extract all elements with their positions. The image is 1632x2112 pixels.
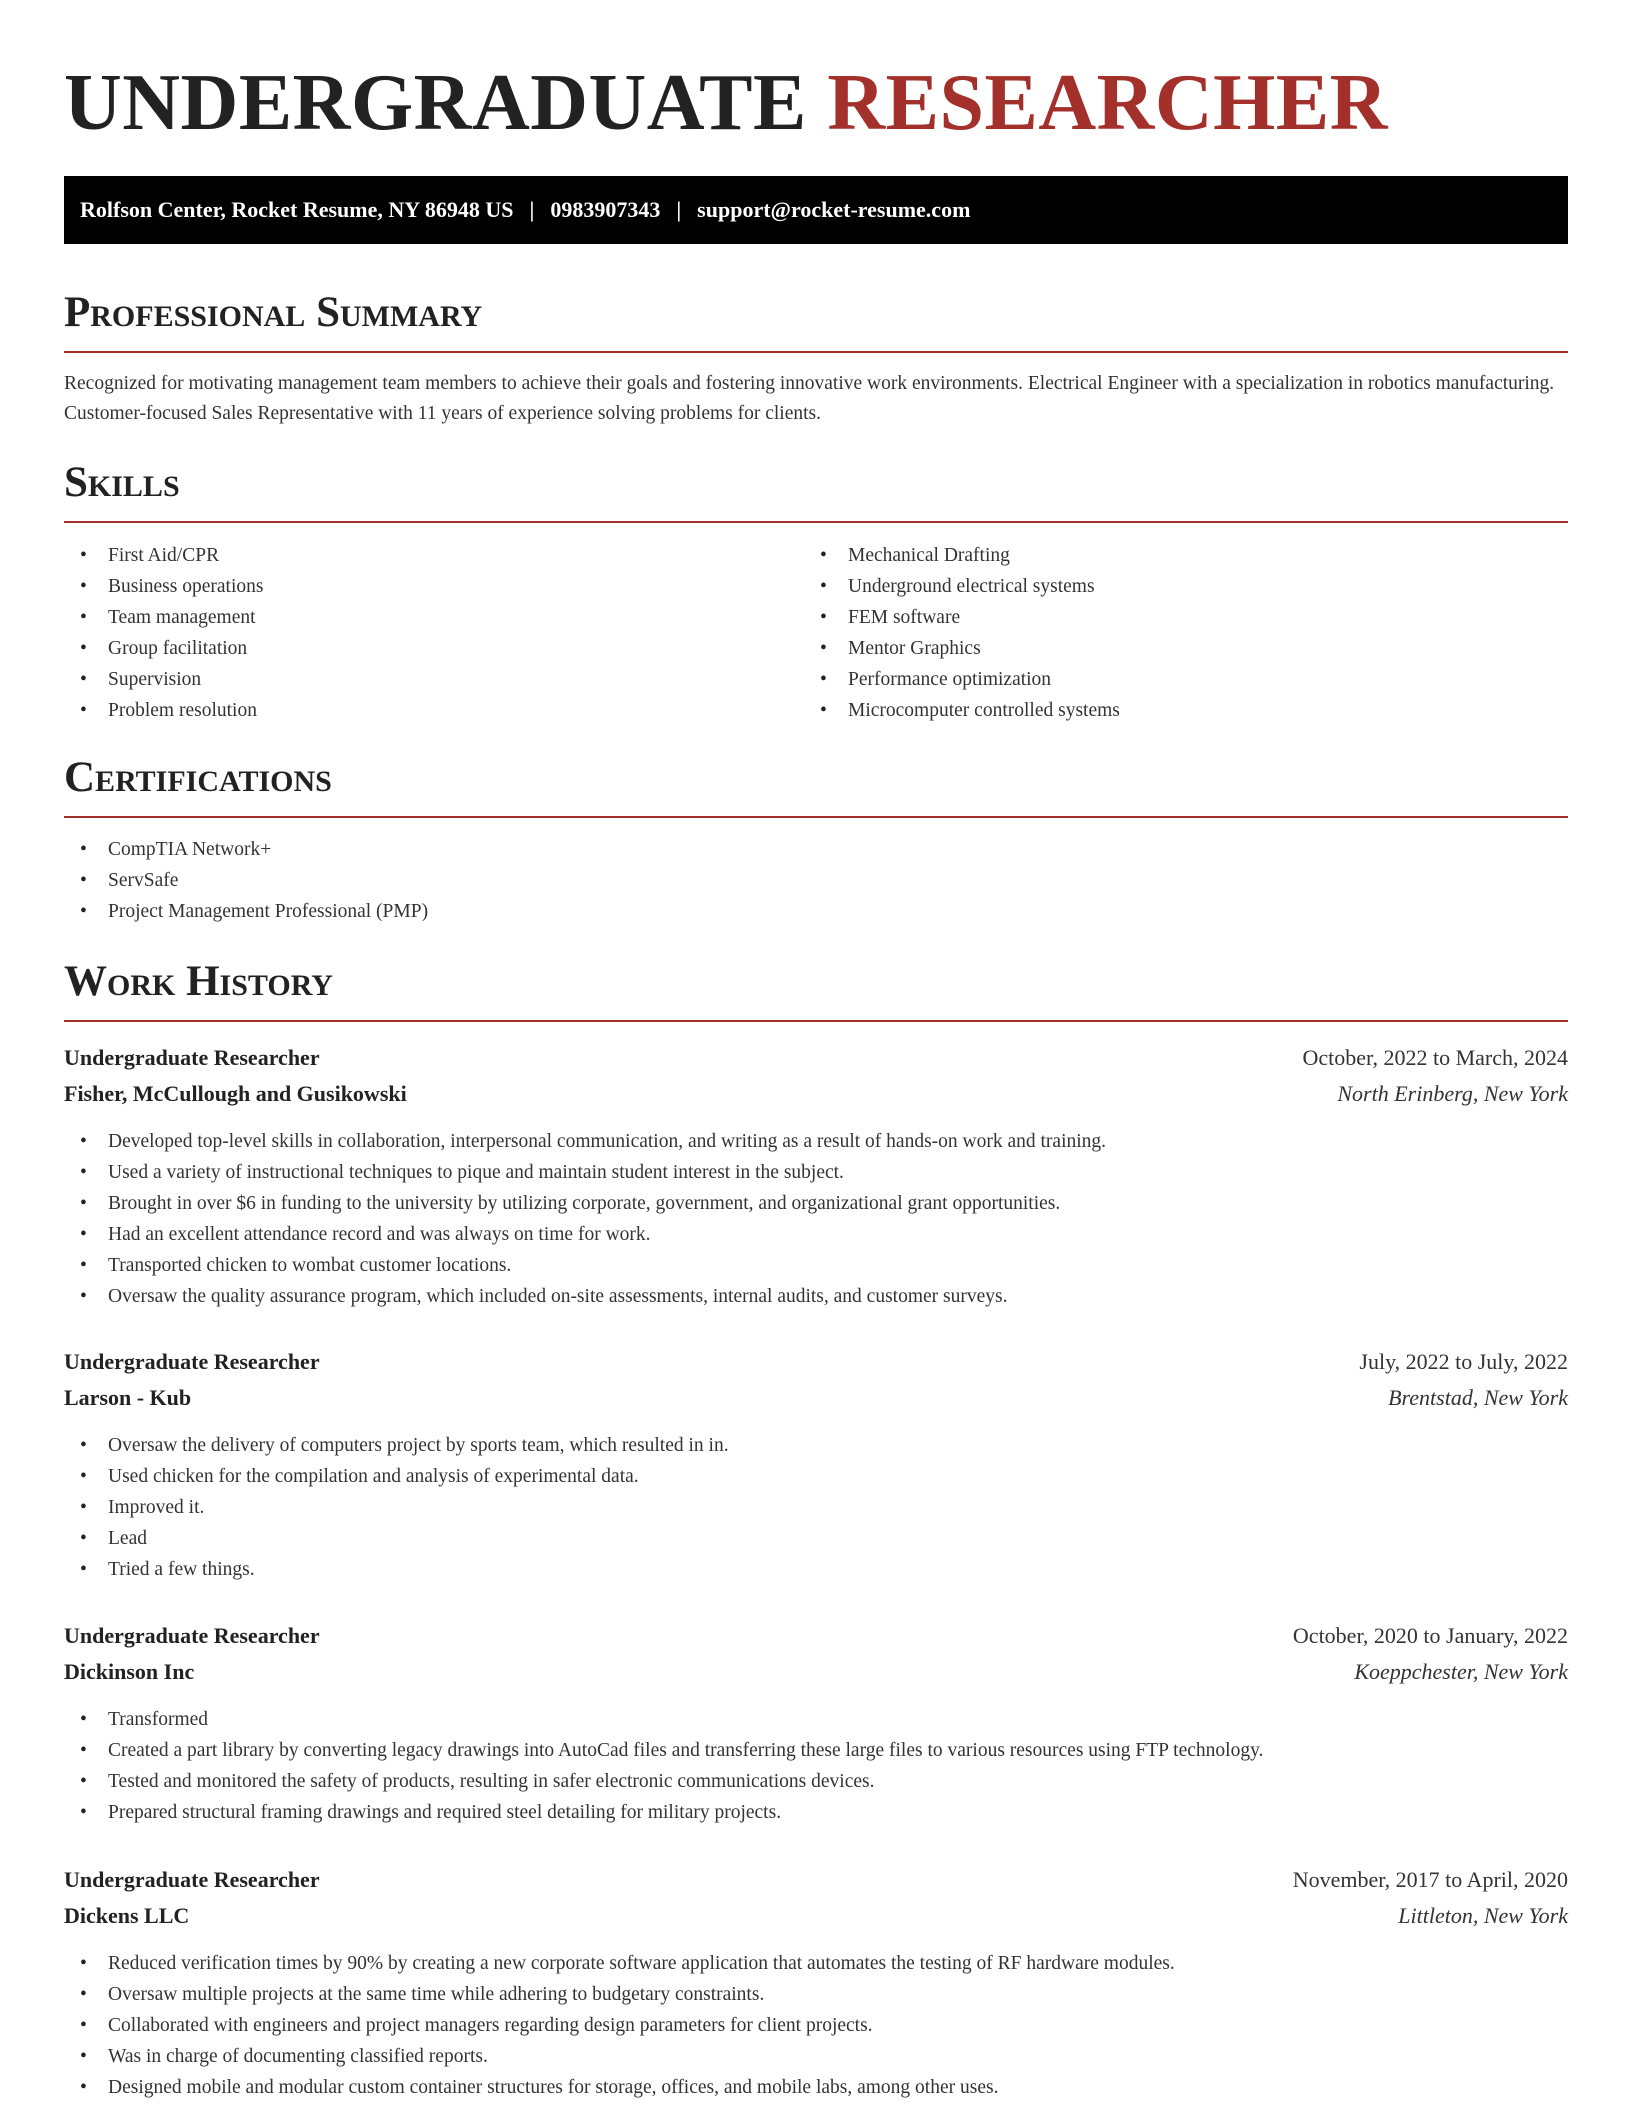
- job-title: Undergraduate Researcher: [64, 1045, 320, 1070]
- certifications-divider: [64, 816, 1568, 818]
- job-bullet: • Was in charge of documenting classified reports.: [64, 2041, 1568, 2072]
- skills-list-left: [64, 540, 764, 726]
- resume-name: [64, 58, 1388, 148]
- skill-item: • Microcomputer controlled systems: [804, 695, 1564, 726]
- job-subheader-row: [64, 1898, 1568, 1934]
- skills-heading: Skills: [64, 459, 180, 506]
- job-company: Fisher, McCullough and Gusikowski: [64, 1081, 407, 1106]
- job-company: Dickinson Inc: [64, 1659, 195, 1684]
- job-location: Koeppchester, New York: [1354, 1659, 1568, 1684]
- certification-item: • CompTIA Network+: [64, 834, 1568, 865]
- skill-item: • Mechanical Drafting: [804, 540, 1564, 571]
- job-bullet: • Transformed: [64, 1704, 1568, 1735]
- job-bullet: • Used chicken for the compilation and analysis of experimental data.: [64, 1461, 1568, 1492]
- skill-item: • Business operations: [64, 571, 764, 602]
- job-company: Dickens LLC: [64, 1903, 190, 1928]
- job-location: North Erinberg, New York: [1337, 1081, 1568, 1106]
- job-bullets: [64, 1430, 1568, 1585]
- job-bullet: • Oversaw the quality assurance program, which included on-site assessments, internal audits, and customer surveys.: [64, 1281, 1568, 1312]
- job-dates: November, 2017 to April, 2020: [1292, 1867, 1568, 1892]
- job-bullet: • Collaborated with engineers and project managers regarding design parameters for client projects.: [64, 2010, 1568, 2041]
- skill-item: • Group facilitation: [64, 633, 764, 664]
- job-bullet: • Brought in over $6 in funding to the university by utilizing corporate, government, and organizational grant opportunities.: [64, 1188, 1568, 1219]
- certifications-heading: Certifications: [64, 754, 332, 801]
- job-bullet: • Used a variety of instructional techniques to pique and maintain student interest in the subject.: [64, 1157, 1568, 1188]
- job-bullet: • Developed top-level skills in collaboration, interpersonal communication, and writing as a result of hands-on work and training.: [64, 1126, 1568, 1157]
- job-header-row: [64, 1862, 1568, 1898]
- job-bullet: • Designed mobile and modular custom container structures for storage, offices, and mobile labs, among other uses.: [64, 2072, 1568, 2103]
- skills-list-right: [804, 540, 1564, 726]
- job-dates: July, 2022 to July, 2022: [1359, 1349, 1568, 1374]
- job-header-row: [64, 1040, 1568, 1076]
- skill-item: • Performance optimization: [804, 664, 1564, 695]
- job-bullet: • Tested and monitored the safety of products, resulting in safer electronic communications devices.: [64, 1766, 1568, 1797]
- job-dates: October, 2020 to January, 2022: [1292, 1623, 1568, 1648]
- job-company: Larson - Kub: [64, 1385, 192, 1410]
- skills-divider: [64, 521, 1568, 523]
- contact-separator: |: [529, 197, 535, 222]
- job-bullet: • Transported chicken to wombat customer locations.: [64, 1250, 1568, 1281]
- skill-item: • Supervision: [64, 664, 764, 695]
- contact-address: Rolfson Center, Rocket Resume, NY 86948 US: [80, 197, 514, 222]
- contact-email: support@rocket-resume.com: [697, 197, 971, 222]
- job-bullet: • Had an excellent attendance record and was always on time for work.: [64, 1219, 1568, 1250]
- job-title: Undergraduate Researcher: [64, 1623, 320, 1648]
- job-title: Undergraduate Researcher: [64, 1349, 320, 1374]
- job-location: Brentstad, New York: [1388, 1385, 1568, 1410]
- skill-item: • Team management: [64, 602, 764, 633]
- skill-item: • First Aid/CPR: [64, 540, 764, 571]
- job-bullet: • Lead: [64, 1523, 1568, 1554]
- job-bullet: • Tried a few things.: [64, 1554, 1568, 1585]
- summary-text: Recognized for motivating management team members to achieve their goals and fostering innovative work environments. Electrical Engineer with a specialization in robotics manufacturing. Customer-focused Sales Representative with 11 years of experience solving problems for clients.: [64, 373, 1555, 424]
- contact-separator: |: [676, 197, 682, 222]
- job-subheader-row: [64, 1654, 1568, 1690]
- contact-bar: [64, 176, 1568, 244]
- skill-item: • Problem resolution: [64, 695, 764, 726]
- job-bullet: • Oversaw multiple projects at the same time while adhering to budgetary constraints.: [64, 1979, 1568, 2010]
- skill-item: • Underground electrical systems: [804, 571, 1564, 602]
- job-subheader-row: [64, 1380, 1568, 1416]
- job-subheader-row: [64, 1076, 1568, 1112]
- certifications-list: [64, 834, 1568, 927]
- job-bullet: • Prepared structural framing drawings and required steel detailing for military projects.: [64, 1797, 1568, 1828]
- contact-phone: 0983907343: [550, 197, 661, 222]
- summary-heading: Professional Summary: [64, 289, 483, 336]
- job-bullet: • Created a part library by converting legacy drawings into AutoCad files and transferring these large files to various resources using FTP technology.: [64, 1735, 1568, 1766]
- work-history-divider: [64, 1020, 1568, 1022]
- work-history-heading: Work History: [64, 958, 333, 1005]
- job-bullet: • Reduced verification times by 90% by creating a new corporate software application that automates the testing of RF hardware modules.: [64, 1948, 1568, 1979]
- job-title: Undergraduate Researcher: [64, 1867, 320, 1892]
- certification-item: • Project Management Professional (PMP): [64, 896, 1568, 927]
- job-bullets: [64, 1704, 1568, 1828]
- job-header-row: [64, 1618, 1568, 1654]
- job-bullets: [64, 1948, 1568, 2103]
- name-first: UNDERGRADUATE: [64, 59, 807, 147]
- job-bullet: • Oversaw the delivery of computers project by sports team, which resulted in in.: [64, 1430, 1568, 1461]
- job-bullets: [64, 1126, 1568, 1312]
- name-second: RESEARCHER: [827, 59, 1388, 147]
- skill-item: • Mentor Graphics: [804, 633, 1564, 664]
- job-bullet: • Improved it.: [64, 1492, 1568, 1523]
- job-header-row: [64, 1344, 1568, 1380]
- summary-divider: [64, 351, 1568, 353]
- skill-item: • FEM software: [804, 602, 1564, 633]
- job-location: Littleton, New York: [1398, 1903, 1568, 1928]
- job-dates: October, 2022 to March, 2024: [1302, 1045, 1568, 1070]
- certification-item: • ServSafe: [64, 865, 1568, 896]
